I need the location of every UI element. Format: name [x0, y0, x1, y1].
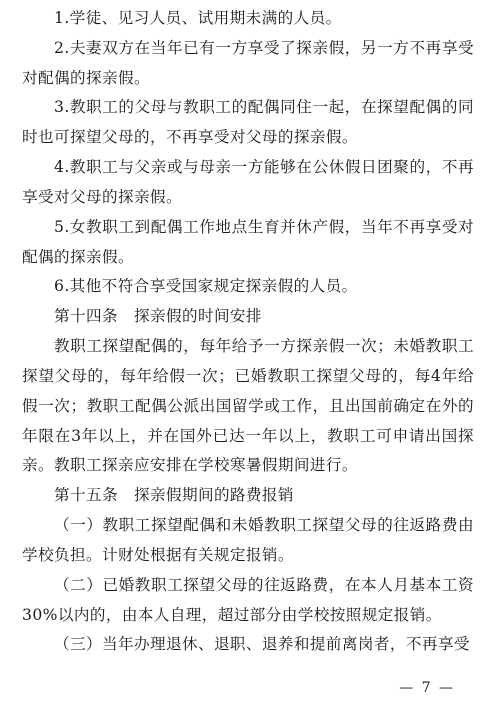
exclusion-item-4: 4.教职工与父亲或与母亲一方能够在公休假日团聚的，不再享受对父母的探亲假。 — [22, 158, 474, 206]
article-15-clause-2: （二）已婚教职工探望父母的往返路费，在本人月基本工资30%以内的，由本人自理，超过部分由学校按照规定报销。 — [22, 575, 474, 624]
page-number: — 7 — — [399, 680, 455, 696]
article-14-heading: 第十四条 探亲假的时间安排 — [54, 307, 262, 326]
exclusion-item-2: 2.夫妻双方在当年已有一方享受了探亲假，另一方不再享受对配偶的探亲假。 — [22, 38, 474, 87]
exclusion-item-1: 1.学徒、见习人员、试用期未满的人员。 — [54, 9, 342, 27]
exclusion-item-3: 3.教职工的父母与教职工的配偶同住一起，在探望配偶的同时也可探望父母的，不再享受对父母的探亲假。 — [22, 98, 474, 147]
exclusion-item-6: 6.其他不符合享受国家规定探亲假的人员。 — [54, 277, 358, 296]
article-15-heading: 第十五条 探亲假期间的路费报销 — [54, 486, 294, 505]
article-15-clause-1: （一）教职工探望配偶和未婚教职工探望父母的往返路费由学校负担。计财处根据有关规定报销。 — [22, 516, 474, 564]
article-15-clause-3: （三）当年办理退休、退职、退养和提前离岗者，不再享受 — [54, 635, 470, 654]
article-14-body: 教职工探望配偶的，每年给予一方探亲假一次；未婚教职工探望父母的，每年给假一次；已婚教职工探望父母的，每4年给假一次；教职工配偶公派出国留学或工作，且出国前确定在外的年限在3年以上，并在国外已达一年以上，教职工可申请出国探亲。教职工探亲应安排在学校寒暑假期间进行。 — [22, 337, 474, 475]
exclusion-item-5: 5.女教职工到配偶工作地点生育并休产假，当年不再享受对配偶的探亲假。 — [22, 217, 474, 266]
